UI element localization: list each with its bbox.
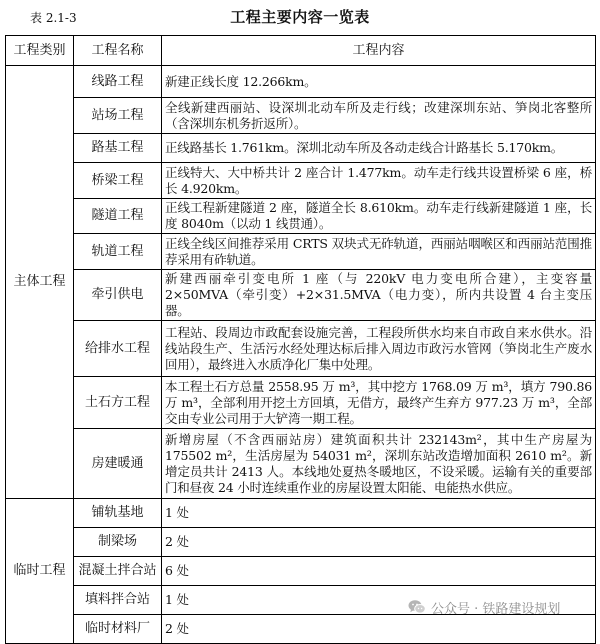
table-title: 工程主要内容一览表 xyxy=(230,8,370,26)
category-cell-main: 主体工程 xyxy=(6,66,74,499)
project-name: 站场工程 xyxy=(74,98,162,134)
table-row xyxy=(6,528,596,557)
project-name: 牵引供电 xyxy=(74,270,162,321)
project-content: 1 处 xyxy=(162,586,596,615)
project-content: 2 处 xyxy=(162,528,596,557)
table-row xyxy=(6,615,596,644)
project-name: 混凝土拌合站 xyxy=(74,557,162,586)
project-name: 铺轨基地 xyxy=(74,499,162,528)
project-content: 新建正线长度 12.266km。 xyxy=(162,66,596,98)
table-number: 表 2.1-3 xyxy=(30,11,77,25)
table-row xyxy=(6,321,596,377)
table-row xyxy=(6,234,596,270)
table-row xyxy=(6,134,596,163)
table-row xyxy=(6,163,596,199)
project-content: 1 处 xyxy=(162,499,596,528)
watermark-text: 公众号 · 铁路建设规划 xyxy=(431,601,561,617)
project-content: 正线特大、大中桥共计 2 座合计 1.477km。动车走行线共设置桥梁 6 座，桥长 4.920km。 xyxy=(162,163,596,199)
header-content: 工程内容 xyxy=(162,36,596,66)
project-name: 隧道工程 xyxy=(74,199,162,234)
header-name: 工程名称 xyxy=(74,36,162,66)
project-content: 新增房屋（不含西丽站房）建筑面积共计 232143m²，其中生产房屋为 175502 m²，生活房屋为 54031 m²，深圳东站改造增加面积 2610 m²。新增定员共计 2413 人。本线地处夏热冬暖地区，不设采暖。运输有关的重要部门和昼夜 24 小时连续重作业的房屋设置太阳能、电能热水供应。 xyxy=(162,429,596,499)
project-content: 工程站、段周边市政配套设施完善，工程段所供水均来自市政自来水供水。沿线站段生产、生活污水经处理达标后排入周边市政污水管网（笋岗北生产废水回用），最终进入水质净化厂集中处理。 xyxy=(162,321,596,377)
project-name: 制梁场 xyxy=(74,528,162,557)
project-name: 土石方工程 xyxy=(74,377,162,429)
project-name: 填料拌合站 xyxy=(74,586,162,615)
project-name: 临时材料厂 xyxy=(74,615,162,644)
project-name: 轨道工程 xyxy=(74,234,162,270)
project-name: 桥梁工程 xyxy=(74,163,162,199)
project-name: 线路工程 xyxy=(74,66,162,98)
project-name: 房建暖通 xyxy=(74,429,162,499)
project-name: 给排水工程 xyxy=(74,321,162,377)
header-row xyxy=(6,36,596,66)
table-row xyxy=(6,66,596,98)
table-row xyxy=(6,377,596,429)
table-row xyxy=(6,499,596,528)
wechat-icon xyxy=(408,599,426,615)
project-content: 全线新建西丽站、设深圳北动车所及走行线；改建深圳东站、笋岗北客整所（含深圳东机务折返所）。 xyxy=(162,98,596,134)
header-category: 工程类别 xyxy=(6,36,74,66)
project-content: 正线路基长 1.761km。深圳北动车所及各动走线合计路基长 5.170km。 xyxy=(162,134,596,163)
watermark xyxy=(408,597,560,617)
table-row xyxy=(6,270,596,321)
project-content: 本工程土石方总量 2558.95 万 m³，其中挖方 1768.09 万 m³，填方 790.86 万 m³，全部利用开挖土方回填，无借方，最终产生弃方 977.23 万 m³，全部交由专业公司用于大铲湾一期工程。 xyxy=(162,377,596,429)
table-row xyxy=(6,557,596,586)
project-content: 正线工程新建隧道 2 座，隧道全长 8.610km。动车走行线新建隧道 1 座，长度 8040m（以动 1 线贯通）。 xyxy=(162,199,596,234)
engineering-content-table xyxy=(5,35,596,644)
table-row xyxy=(6,429,596,499)
category-cell-temporary: 临时工程 xyxy=(6,499,74,644)
project-content: 6 处 xyxy=(162,557,596,586)
project-name: 路基工程 xyxy=(74,134,162,163)
project-content: 2 处 xyxy=(162,615,596,644)
table-row xyxy=(6,98,596,134)
table-row xyxy=(6,199,596,234)
project-content: 新建西丽牵引变电所 1 座（与 220kV 电力变电所合建），主变容量 2×50MVA（牵引变）+2×31.5MVA（电力变），所内共设置 4 台主变压器。 xyxy=(162,270,596,321)
project-content: 正线全线区间推荐采用 CRTS 双块式无砟轨道，西丽站咽喉区和西丽站范围推荐采用有砟轨道。 xyxy=(162,234,596,270)
